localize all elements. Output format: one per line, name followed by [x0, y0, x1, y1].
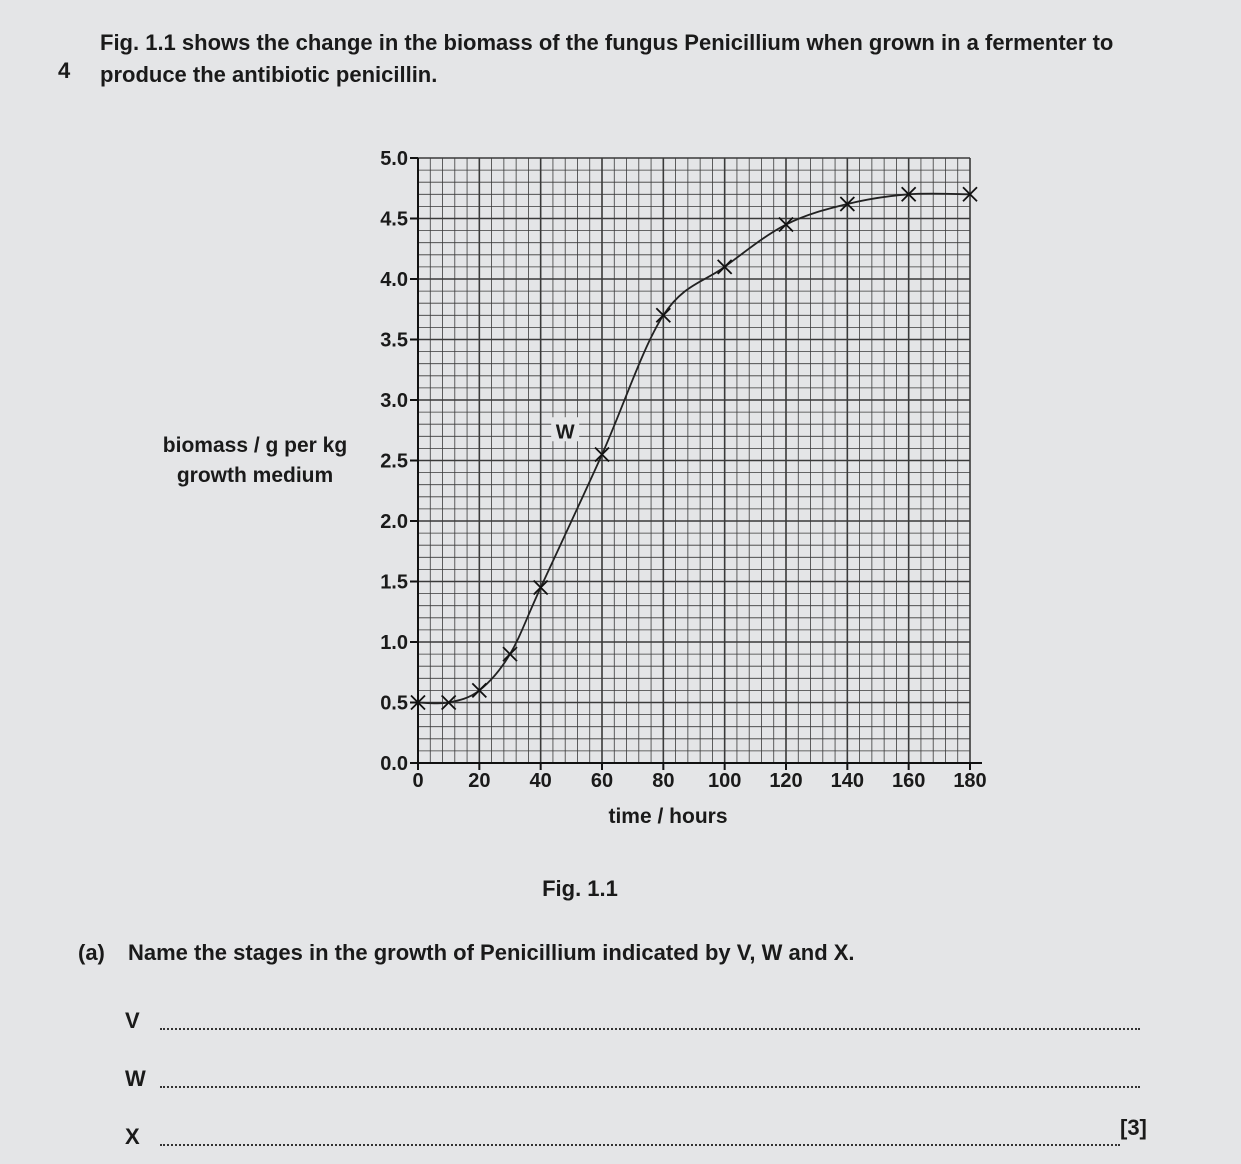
- x-tick-label: 20: [468, 770, 491, 792]
- y-tick-label: 4.0: [380, 269, 408, 291]
- question-number: 4: [58, 58, 71, 83]
- part-a-text: Name the stages in the growth of Penicillium indicated by V, W and X.: [128, 940, 855, 965]
- annotation-label-w: W: [555, 421, 575, 444]
- intro-line-2: produce the antibiotic penicillin.: [100, 62, 438, 87]
- y-tick-label: 0.0: [380, 753, 408, 775]
- y-tick-label: 2.5: [380, 450, 408, 473]
- x-tick-label: 60: [590, 770, 614, 792]
- part-a-question: [78, 940, 855, 966]
- x-tick-label: 100: [707, 770, 742, 792]
- major-gridlines: [418, 158, 970, 763]
- y-tick-label: 1.5: [380, 571, 408, 594]
- marks-badge: [3]: [1120, 1115, 1147, 1140]
- y-axis-label-line-1: biomass / g per kg: [162, 434, 348, 457]
- intro-line-1: Fig. 1.1 shows the change in the biomass of the fungus Penicillium when grown in a fermenter to: [100, 30, 1114, 55]
- figure-caption: Fig. 1.1: [542, 876, 618, 901]
- x-tick-label: 140: [830, 770, 865, 792]
- answer-dotted-line-w[interactable]: [160, 1086, 1140, 1088]
- y-axis-label-line-2: growth medium: [176, 464, 334, 487]
- part-a-label: (a): [78, 940, 105, 965]
- x-tick-label: 40: [529, 770, 552, 792]
- y-tick-label: 3.5: [380, 329, 408, 352]
- answer-label-w: W: [125, 1066, 146, 1091]
- y-tick-label: 2.0: [380, 511, 408, 533]
- x-tick-label: 180: [953, 770, 987, 792]
- answer-dotted-line-v[interactable]: [160, 1028, 1140, 1030]
- answer-label-v: V: [125, 1008, 140, 1033]
- y-tick-label: 5.0: [380, 148, 408, 170]
- answer-label-x: X: [125, 1124, 140, 1149]
- x-axis-label: time / hours: [608, 805, 728, 828]
- y-tick-label: 3.0: [380, 390, 408, 412]
- answer-line-x[interactable]: [125, 1124, 140, 1150]
- x-tick-label: 80: [652, 770, 675, 792]
- x-tick-label: 120: [769, 770, 803, 792]
- x-tick-label: 160: [891, 770, 926, 792]
- answer-line-w[interactable]: [125, 1066, 146, 1092]
- annotations: [551, 417, 579, 443]
- y-tick-label: 0.5: [380, 692, 408, 715]
- y-tick-label: 4.5: [380, 208, 408, 231]
- x-tick-label: 0: [412, 770, 424, 792]
- answer-line-v[interactable]: [125, 1008, 140, 1034]
- answer-dotted-line-x[interactable]: [160, 1144, 1120, 1146]
- y-tick-label: 1.0: [380, 632, 408, 654]
